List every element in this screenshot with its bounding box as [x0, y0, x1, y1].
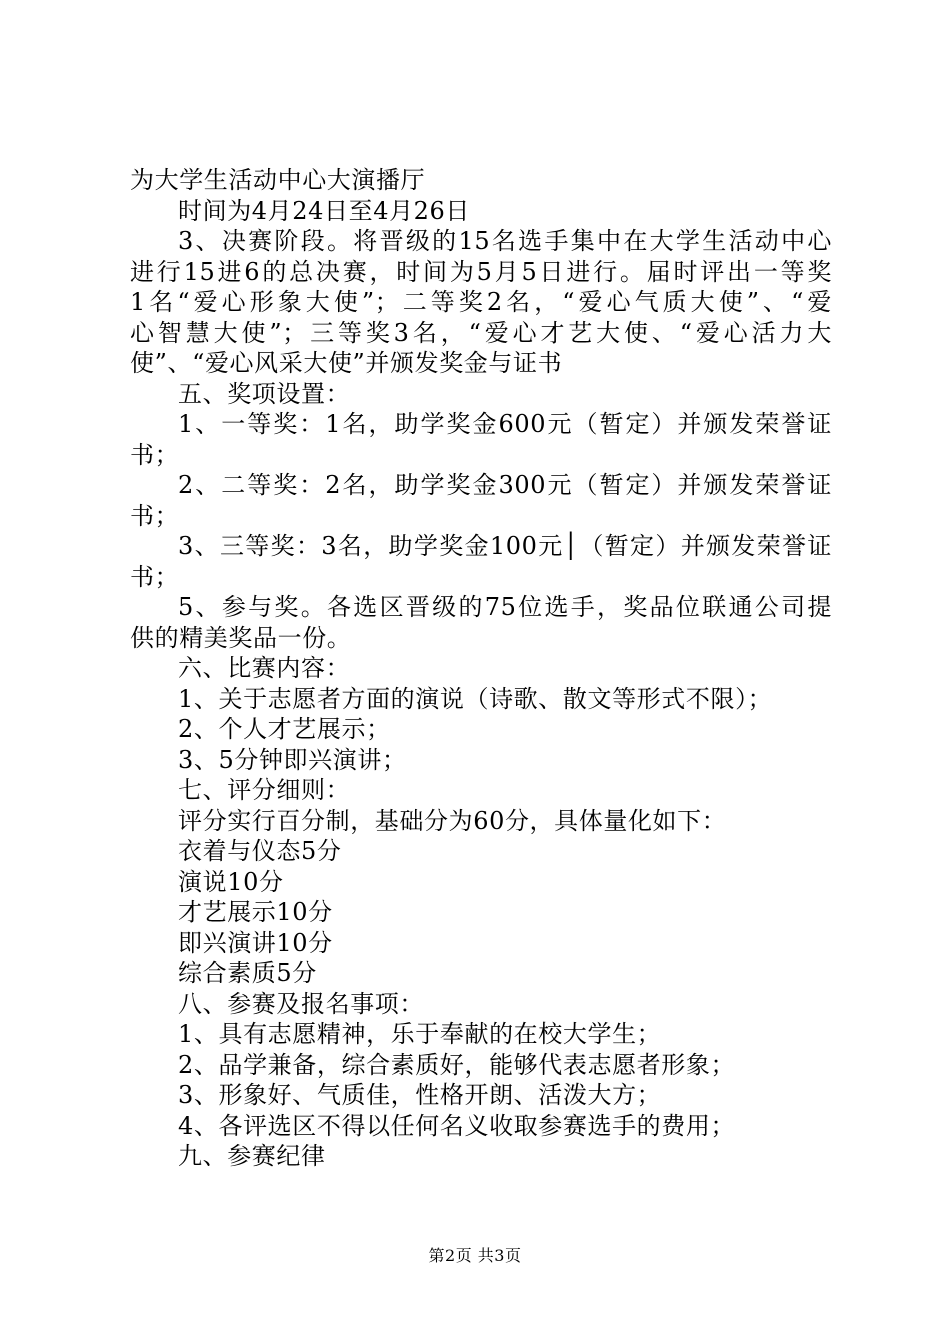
section-heading: 七、评分细则： — [178, 776, 351, 804]
text-line: 评分实行百分制，基础分为60分，具体量化如下： — [178, 806, 727, 835]
text-line: 1、关于志愿者方面的演说（诗歌、散文等形式不限）； — [178, 684, 773, 713]
text-line: 综合素质5分 — [178, 959, 317, 987]
text-line: 为大学生活动中心大演播厅 — [130, 166, 426, 194]
text-line: 3、决赛阶段。将晋级的15名选手集中在大学生活动中心 — [178, 227, 832, 255]
text-line: 2、二等奖：2名，助学奖金300元（暂定）并颁发荣誉证 — [178, 471, 832, 499]
text-line: 心智慧大使”；三等奖3名，“爱心才艺大使、“爱心活力大 — [130, 318, 832, 347]
text-line: 供的精美奖品一份。 — [130, 623, 352, 652]
text-line: 3、形象好、气质佳，性格开朗、活泼大方； — [178, 1081, 662, 1109]
text-line: 时间为4月24日至4月26日 — [178, 196, 471, 225]
text-line: 1名“爱心形象大使”；二等奖2名，“爱心气质大使”、“爱 — [130, 288, 832, 316]
text-line: 即兴演讲10分 — [178, 928, 333, 957]
text-line: 衣着与仪态5分 — [178, 837, 342, 865]
text-line: 才艺展示10分 — [178, 898, 333, 926]
section-heading: 五、奖项设置： — [178, 379, 351, 408]
section-heading: 八、参赛及报名事项： — [178, 989, 424, 1018]
text-line: 进行15进6的总决赛，时间为5月5日进行。届时评出一等奖 — [130, 257, 832, 286]
text-line: 2、个人才艺展示； — [178, 715, 391, 743]
text-line: 1、一等奖：1名，助学奖金600元（暂定）并颁发荣誉证 — [178, 410, 832, 438]
text-line: 1、具有志愿精神，乐于奉献的在校大学生； — [178, 1020, 662, 1048]
text-line: 3、三等奖：3名，助学奖金100元│（暂定）并颁发荣誉证 — [178, 532, 832, 560]
section-heading: 九、参赛纪律 — [178, 1142, 326, 1170]
text-line: 4、各评选区不得以任何名义收取参赛选手的费用； — [178, 1111, 736, 1140]
text-line: 书； — [130, 501, 180, 530]
text-line: 3、5分钟即兴演讲； — [178, 745, 407, 774]
text-line: 使”、“爱心风采大使”并颁发奖金与证书 — [130, 349, 563, 377]
section-heading: 六、比赛内容： — [178, 654, 351, 682]
text-line: 书； — [130, 440, 180, 469]
document-body — [130, 165, 832, 1172]
text-line: 书； — [130, 562, 180, 591]
text-line: 演说10分 — [178, 867, 284, 896]
text-line: 2、品学兼备，综合素质好，能够代表志愿者形象； — [178, 1050, 736, 1079]
page-footer: 第2页 共3页 — [428, 1246, 522, 1265]
text-line: 5、参与奖。各选区晋级的75位选手，奖品位联通公司提 — [178, 593, 832, 621]
